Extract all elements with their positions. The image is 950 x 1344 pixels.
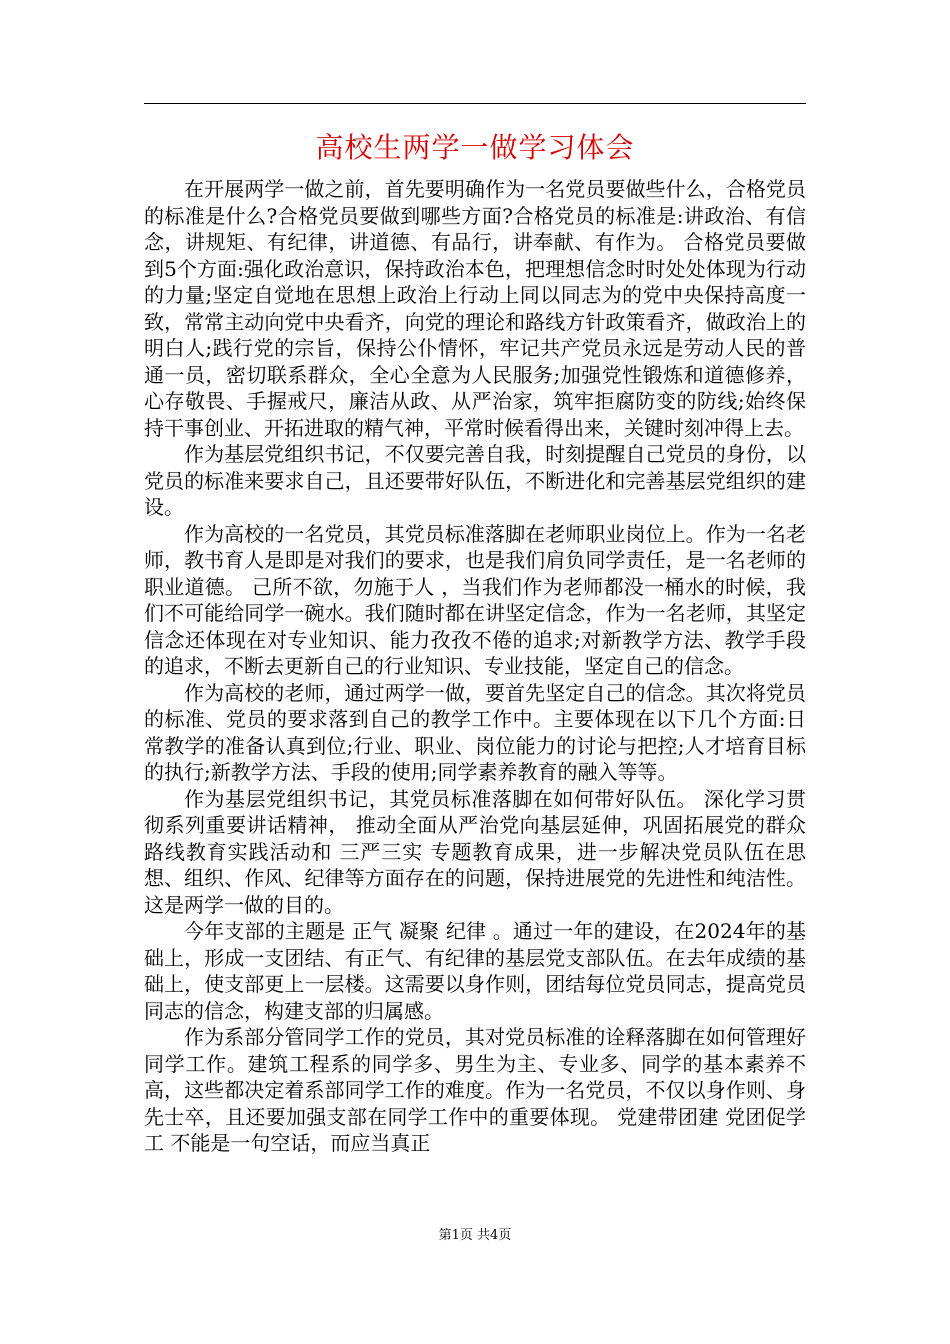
header-rule (144, 103, 806, 104)
paragraph: 作为高校的一名党员，其党员标准落脚在老师职业岗位上。作为一名老师，教书育人是即是对我们的要求，也是我们肩负同学责任，是一名老师的职业道德。 己所不欲，勿施于人 ，当我们作为老师都没一桶水的时候，我们不可能给同学一碗水。我们随时都在讲坚定信念，作为一名老师，其坚定信念还体现在对专业知识、能力孜孜不倦的追求;对新教学方法、教学手段的追求，不断去更新自己的行业知识、专业技能，坚定自己的信念。 (144, 521, 806, 678)
document-title: 高校生两学一做学习体会 (315, 131, 635, 164)
paragraph: 作为高校的老师，通过两学一做，要首先坚定自己的信念。其次将党员的标准、党员的要求落到自己的教学工作中。主要体现在以下几个方面:日常教学的准备认真到位;行业、职业、岗位能力的讨论与把控;人才培育目标的执行;新教学方法、手段的使用;同学素养教育的融入等等。 (144, 680, 806, 784)
paragraph: 作为系部分管同学工作的党员，其对党员标准的诠释落脚在如何管理好同学工作。建筑工程系的同学多、男生为主、专业多、同学的基本素养不高，这些都决定着系部同学工作的难度。作为一名党员，不仅以身作则、身先士卒，且还要加强支部在同学工作中的重要体现。 党建带团建 党团促学工 不能是一句空话，而应当真正 (144, 1025, 806, 1155)
paragraph: 今年支部的主题是 正气 凝聚 纪律 。通过一年的建设，在2024年的基础上，形成一支团结、有正气、有纪律的基层党支部队伍。在去年成绩的基础上，使支部更上一层楼。这需要以身作则，团结每位党员同志，提高党员同志的信念，构建支部的归属感。 (144, 919, 806, 1023)
page-number: 第1页 共4页 (438, 1228, 512, 1243)
paragraph: 作为基层党组织书记，其党员标准落脚在如何带好队伍。 深化学习贯彻系列重要讲话精神， 推动全面从严治党向基层延伸，巩固拓展党的群众路线教育实践活动和 三严三实 专题教育成果，进一步解决党员队伍在思想、组织、作风、纪律等方面存在的问题，保持进展党的先进性和纯洁性。 这是两学一做的目的。 (144, 786, 806, 917)
paragraph: 作为基层党组织书记，不仅要完善自我，时刻提醒自己党员的身份，以党员的标准来要求自己，且还要带好队伍，不断进化和完善基层党组织的建设。 (144, 442, 806, 519)
document-body (144, 176, 806, 1157)
paragraph: 在开展两学一做之前，首先要明确作为一名党员要做些什么，合格党员的标准是什么?合格党员要做到哪些方面?合格党员的标准是:讲政治、有信念，讲规矩、有纪律，讲道德、有品行，讲奉献、有作为。 合格党员要做到5个方面:强化政治意识，保持政治本色，把理想信念时时处处体现为行动的力量;坚定自觉地在思想上政治上行动上同以同志为的党中央保持高度一致，常常主动向党中央看齐，向党的理论和路线方针政策看齐，做政治上的明白人;践行党的宗旨，保持公仆情怀，牢记共产党员永远是劳动人民的普通一员，密切联系群众，全心全意为人民服务;加强党性锻炼和道德修养，心存敬畏、手握戒尺，廉洁从政、从严治家，筑牢拒腐防变的防线;始终保持干事创业、开拓进取的精气神，平常时候看得出来，关键时刻冲得上去。 (144, 177, 806, 440)
